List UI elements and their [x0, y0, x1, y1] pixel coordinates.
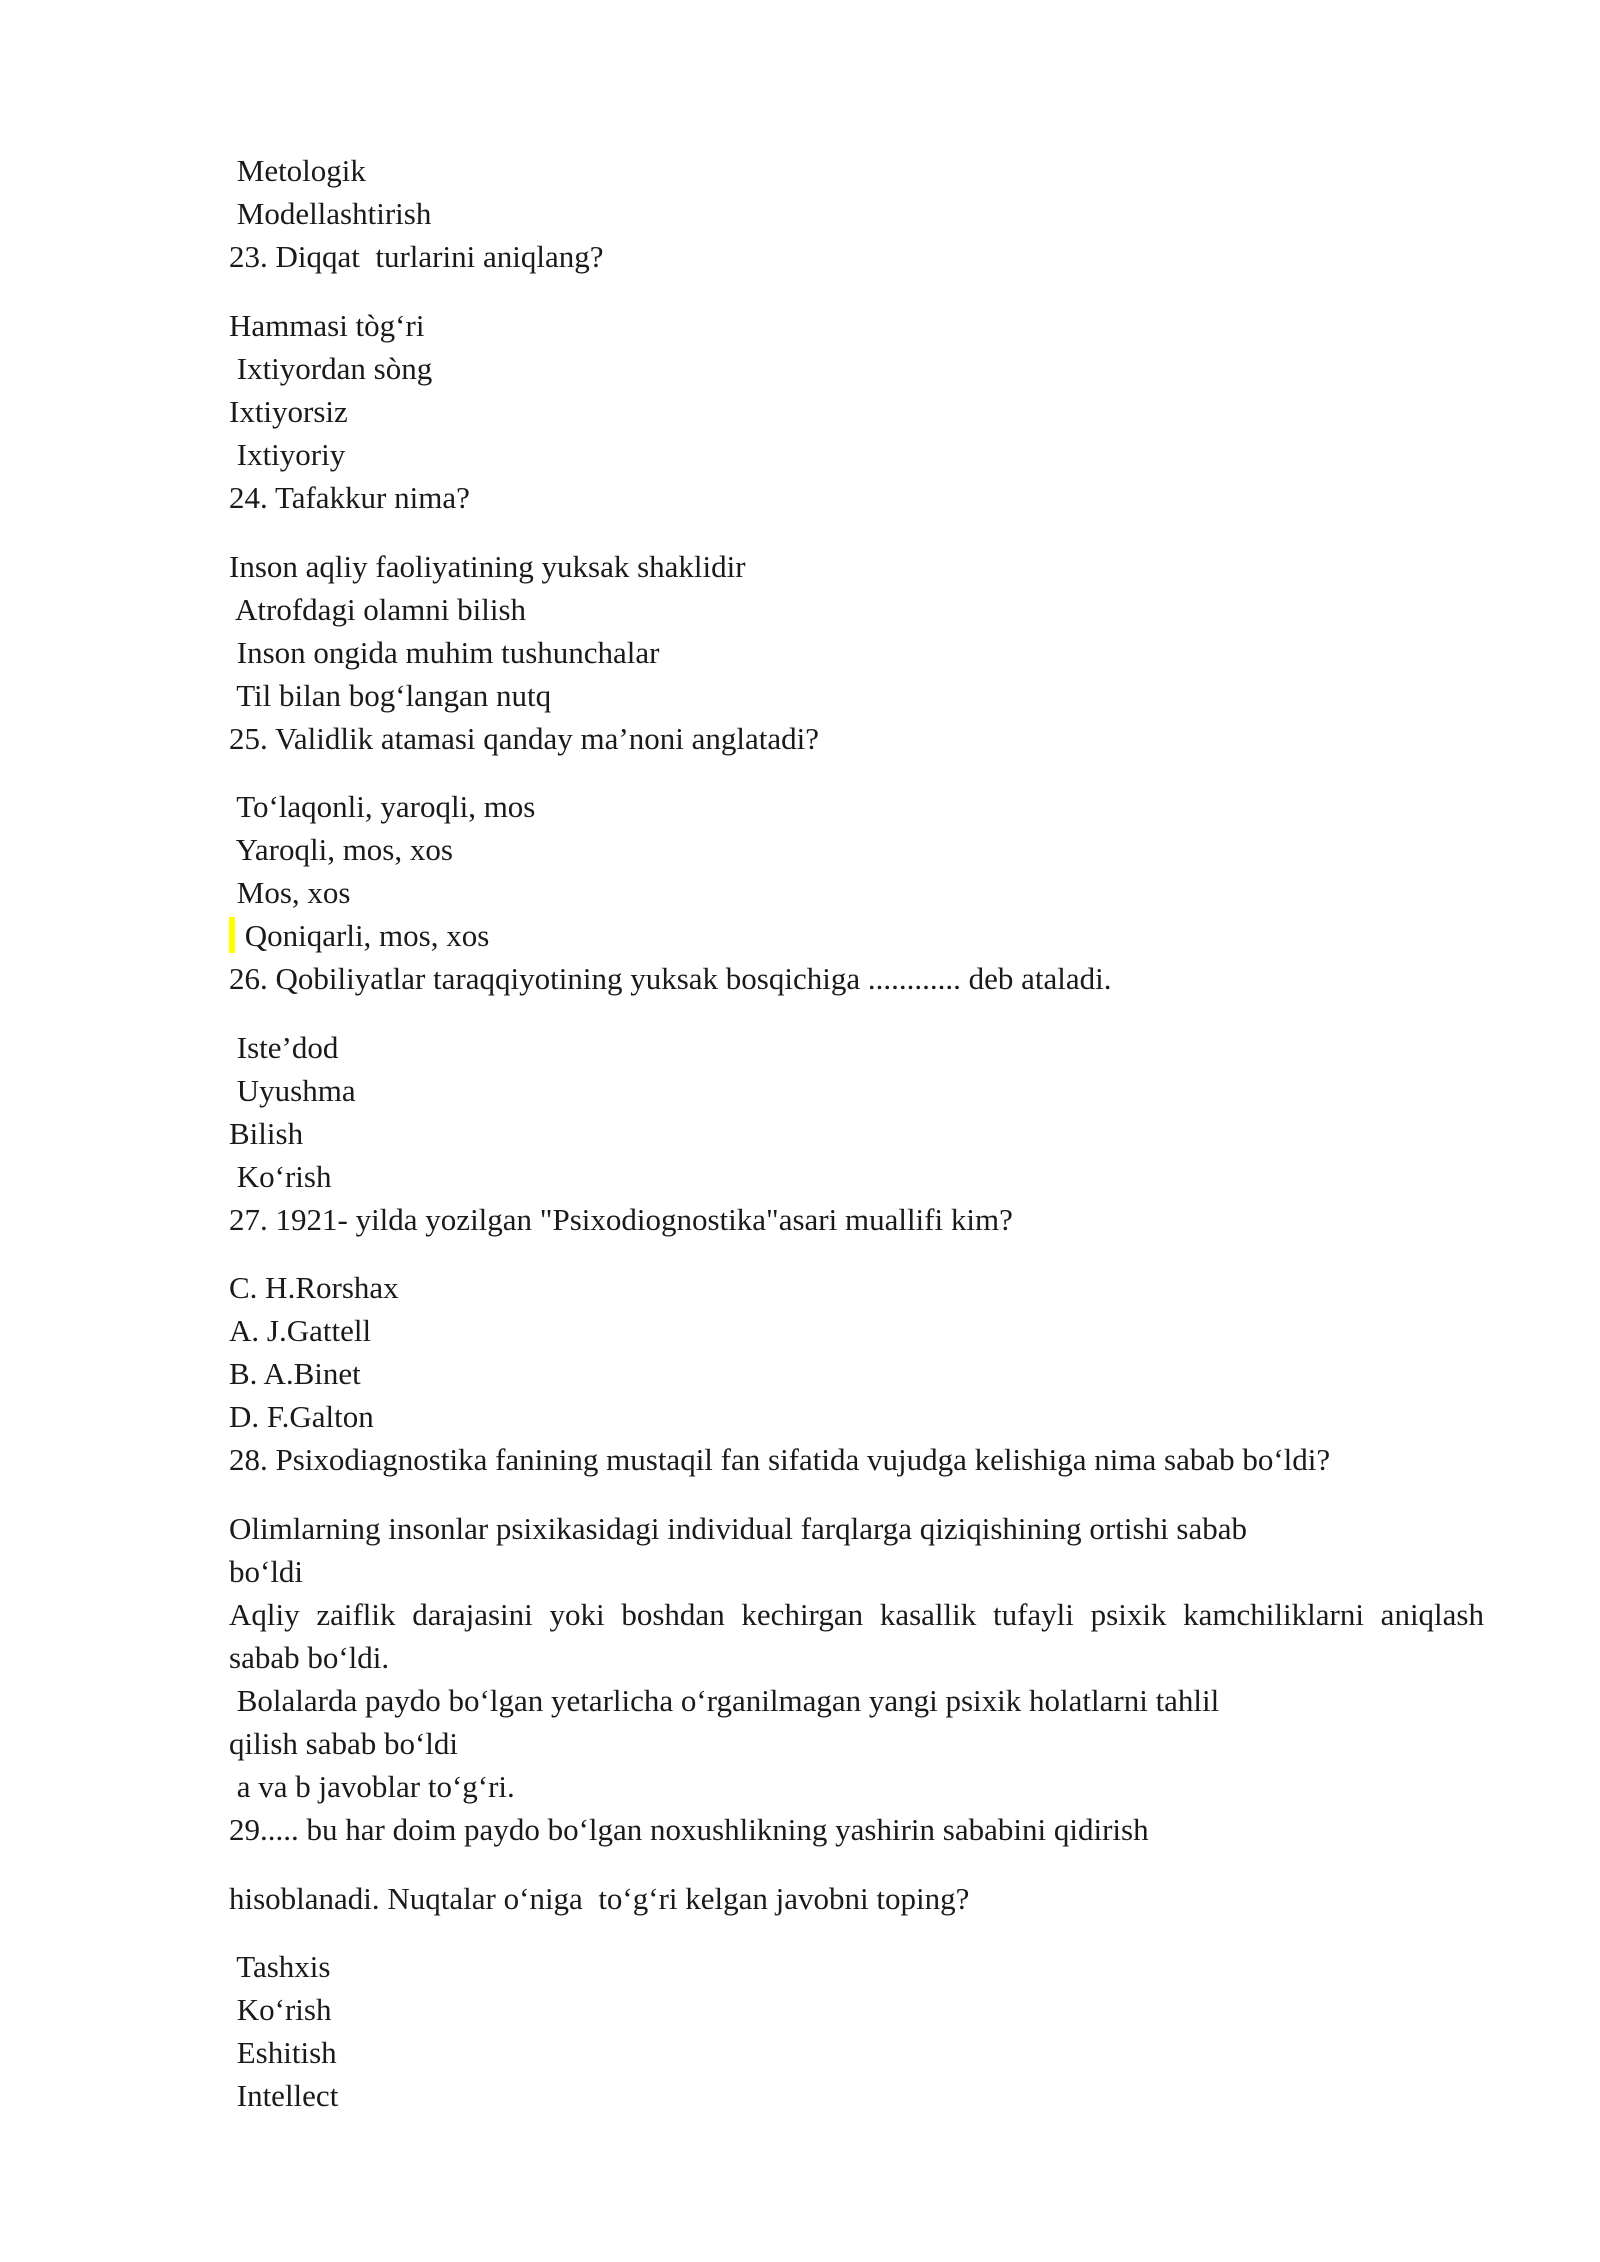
answer-option: Hammasi tòg‘ri	[229, 308, 425, 343]
answer-option: Mos, xos	[229, 875, 351, 910]
question-26: 26. Qobiliyatlar taraqqiyotining yuksak bosqichiga ............ deb ataladi.	[229, 961, 1112, 996]
answer-option: Til bilan bog‘langan nutq	[229, 678, 552, 713]
question-24: 24. Tafakkur nima?	[229, 480, 470, 515]
question-28: 28. Psixodiagnostika fanining mustaqil fan sifatida vujudga kelishiga nima sabab bo‘ldi?	[229, 1442, 1331, 1477]
answer-option-continuation: bo‘ldi	[229, 1554, 304, 1589]
answer-option: Eshitish	[229, 2035, 337, 2070]
answer-option: Bilish	[229, 1116, 304, 1151]
answer-option-continuation: qilish sabab bo‘ldi	[229, 1726, 459, 1761]
answer-option: Iste’dod	[229, 1030, 339, 1065]
answer-option: Inson ongida muhim tushunchalar	[229, 635, 660, 670]
answer-option: A. J.Gattell	[229, 1313, 372, 1348]
answer-option: Tashxis	[229, 1949, 331, 1984]
answer-option: Yaroqli, mos, xos	[229, 832, 453, 867]
answer-option: Inson aqliy faoliyatining yuksak shaklidir	[229, 549, 746, 584]
answer-option: Atrofdagi olamni bilish	[229, 592, 527, 627]
question-29-continuation: hisoblanadi. Nuqtalar o‘niga to‘g‘ri kelgan javobni toping?	[229, 1881, 970, 1916]
answer-option: Ixtiyordan sòng	[229, 351, 433, 386]
answer-option: D. F.Galton	[229, 1399, 374, 1434]
answer-option: To‘laqonli, yaroqli, mos	[229, 789, 536, 824]
question-29: 29..... bu har doim paydo bo‘lgan noxushlikning yashirin sababini qidirish	[229, 1812, 1149, 1847]
answer-option: B. A.Binet	[229, 1356, 361, 1391]
answer-option: Ixtiyorsiz	[229, 394, 348, 429]
answer-option: Intellect	[229, 2078, 339, 2113]
answer-option: Ko‘rish	[229, 1159, 332, 1194]
answer-option: Bolalarda paydo bo‘lgan yetarlicha o‘rganilmagan yangi psixik holatlarni tahlil	[229, 1683, 1220, 1718]
answer-option: Ko‘rish	[229, 1992, 332, 2027]
answer-option: Metologik	[229, 153, 366, 188]
answer-option: Aqliy zaiflik darajasini yoki boshdan kechirgan kasallik tufayli psixik kamchiliklarni aniqlash	[229, 1597, 1484, 1632]
highlight-marker	[229, 917, 235, 953]
question-25: 25. Validlik atamasi qanday ma’noni anglatadi?	[229, 721, 819, 756]
answer-option: Qoniqarli, mos, xos	[237, 918, 490, 953]
answer-option: Uyushma	[229, 1073, 356, 1108]
question-27: 27. 1921- yilda yozilgan "Psixodiognostika"asari muallifi kim?	[229, 1202, 1013, 1237]
answer-option: Olimlarning insonlar psixikasidagi individual farqlarga qiziqishining ortishi sabab	[229, 1511, 1247, 1546]
answer-option: a va b javoblar to‘g‘ri.	[229, 1769, 515, 1804]
answer-option: Ixtiyoriy	[229, 437, 346, 472]
answer-option: Modellashtirish	[229, 196, 432, 231]
question-23: 23. Diqqat turlarini aniqlang?	[229, 239, 604, 274]
answer-option-continuation: sabab bo‘ldi.	[229, 1640, 390, 1675]
answer-option: C. H.Rorshax	[229, 1270, 399, 1305]
